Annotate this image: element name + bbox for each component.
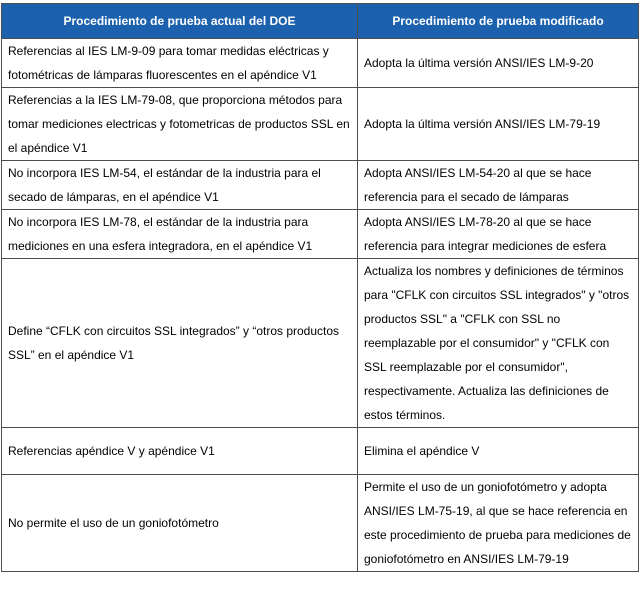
table-row bbox=[2, 88, 639, 161]
current-procedure-cell: Define “CFLK con circuitos SSL integrados” y “otros productos SSL” en el apéndice V1 bbox=[2, 259, 358, 428]
modified-procedure-cell: Adopta la última versión ANSI/IES LM-79-19 bbox=[358, 88, 639, 161]
current-procedure-cell: Referencias al IES LM-9-09 para tomar medidas eléctricas y fotométricas de lámparas fluorescentes en el apéndice V1 bbox=[2, 39, 358, 88]
table-row bbox=[2, 428, 639, 475]
modified-procedure-cell: Actualiza los nombres y definiciones de términos para "CFLK con circuitos SSL integrados" y "otros productos SSL" a "CFLK con SSL no reemplazable por el consumidor" y "CFLK con SSL reemplazable por el consumidor", respectivamente. Actualiza las definiciones de estos términos. bbox=[358, 259, 639, 428]
current-procedure-cell: No incorpora IES LM-54, el estándar de la industria para el secado de lámparas, en el apéndice V1 bbox=[2, 161, 358, 210]
header-current-procedure: Procedimiento de prueba actual del DOE bbox=[2, 4, 358, 39]
current-procedure-cell: No permite el uso de un goniofotómetro bbox=[2, 475, 358, 572]
current-procedure-cell: Referencias a la IES LM-79-08, que proporciona métodos para tomar mediciones electricas y fotometricas de productos SSL en el apéndice V1 bbox=[2, 88, 358, 161]
modified-procedure-cell: Permite el uso de un goniofotómetro y adopta ANSI/IES LM-75-19, al que se hace referencia en este procedimiento de prueba para mediciones de goniofotómetro en ANSI/IES LM-79-19 bbox=[358, 475, 639, 572]
modified-procedure-cell: Adopta ANSI/IES LM-54-20 al que se hace referencia para el secado de lámparas bbox=[358, 161, 639, 210]
modified-procedure-cell: Adopta la última versión ANSI/IES LM-9-20 bbox=[358, 39, 639, 88]
table-row bbox=[2, 161, 639, 210]
table-row bbox=[2, 210, 639, 259]
current-procedure-cell: No incorpora IES LM-78, el estándar de la industria para mediciones en una esfera integradora, en el apéndice V1 bbox=[2, 210, 358, 259]
modified-procedure-cell: Elimina el apéndice V bbox=[358, 428, 639, 475]
comparison-table bbox=[1, 3, 639, 572]
current-procedure-cell: Referencias apéndice V y apéndice V1 bbox=[2, 428, 358, 475]
table-row bbox=[2, 39, 639, 88]
header-modified-procedure: Procedimiento de prueba modificado bbox=[358, 4, 639, 39]
table-row bbox=[2, 259, 639, 428]
table-row bbox=[2, 475, 639, 572]
modified-procedure-cell: Adopta ANSI/IES LM-78-20 al que se hace referencia para integrar mediciones de esfera bbox=[358, 210, 639, 259]
table-header-row bbox=[2, 4, 639, 39]
